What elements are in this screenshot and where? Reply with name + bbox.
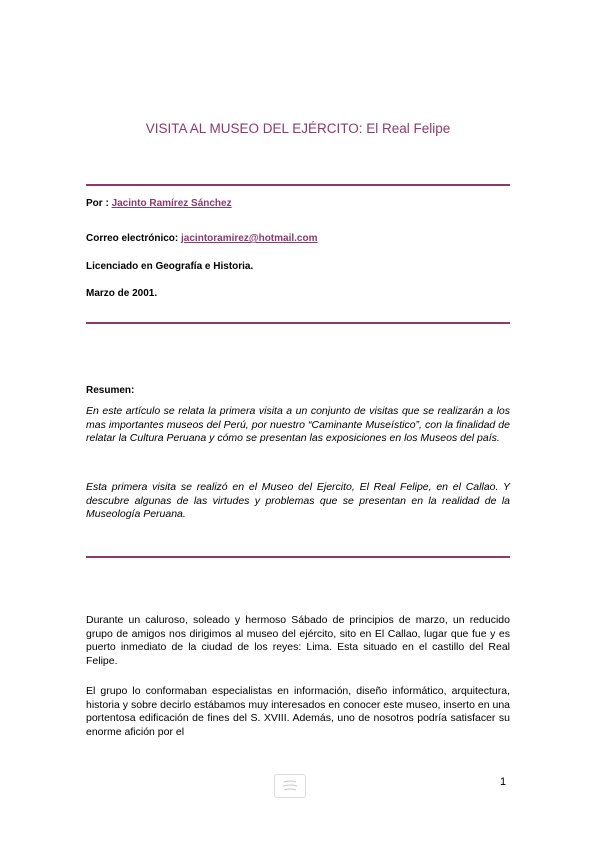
document-title: VISITA AL MUSEO DEL EJÉRCITO: El Real Felipe (145, 121, 451, 136)
author-label: Por : (86, 198, 112, 209)
date-line: Marzo de 2001. (86, 288, 158, 299)
body-paragraph: Durante un caluroso, soleado y hermoso Sábado de principios de marzo, un reducido grupo de amigos nos dirigimos al museo del ejército, sito en El Callao, lugar que fue y es puerto inmediato de la ciudad de los reyes: Lima. Esta situado en el castillo del Real Felipe. (86, 614, 510, 667)
summary-paragraph: Esta primera visita se realizó en el Museo del Ejercito, El Real Felipe, en el Callao. Y descubre algunas de las virtudes y problemas que se presentan en la realidad de la Museología Peruana. (86, 481, 510, 520)
divider-top (86, 184, 510, 186)
summary-heading: Resumen: (86, 385, 135, 396)
credential-line: Licenciado en Geografía e Historia. (86, 261, 254, 272)
body-paragraph: El grupo lo conformaban especialistas en información, diseño informático, arquitectura, historia y sobre decirlo estábamos muy interesados en conocer este museo, inserto en una portentosa edificación de fines del S. XVIII. Además, uno de nosotros podría satisfacer su enorme afición por el (86, 685, 510, 738)
author-link[interactable]: Jacinto Ramírez Sánchez (111, 198, 232, 209)
page-number: 1 (500, 776, 507, 788)
email-line (86, 233, 317, 244)
divider-middle (86, 322, 510, 324)
document-logo-icon (274, 774, 306, 798)
author-line (86, 198, 232, 209)
divider-bottom (86, 556, 510, 558)
email-link[interactable]: jacintoramirez@hotmail.com (181, 233, 318, 244)
summary-paragraph: En este artículo se relata la primera visita a un conjunto de visitas que se realizarán a los mas importantes museos del Perú, por nuestro “Caminante Museístico”, con la finalidad de relatar la Cultura Peruana y cómo se presentan las exposiciones en los Museos del país. (86, 405, 510, 444)
email-label: Correo electrónico: (86, 233, 182, 244)
